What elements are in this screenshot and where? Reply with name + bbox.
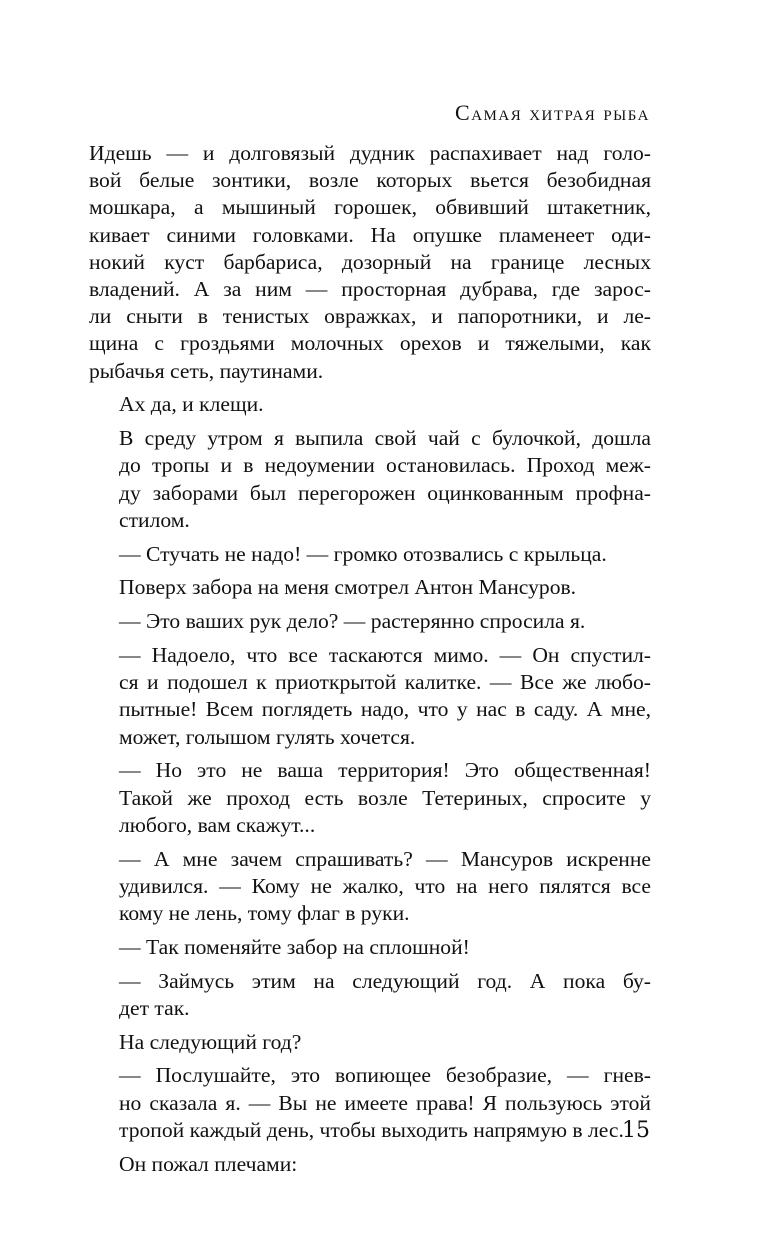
text-line: Такой же проход есть возле Тетериных, спросите у [119,785,651,810]
text-line: нокий куст барбариса, дозорный на границе лесных [89,249,651,274]
paragraph [89,1029,651,1056]
text-line: рыбачья сеть, паутинами. [89,358,324,383]
paragraph [89,642,651,751]
text-line: дет так. [119,995,190,1020]
text-line: В среду утром я выпила свой чай с булочкой, дошла [119,426,651,451]
text-line: владений. А за ним — просторная дубрава, где зарос- [89,277,651,302]
paragraph [89,1151,651,1178]
text-line: — Надоело, что все таскаются мимо. — Он спустил- [119,643,651,668]
page-number: 15 [622,1118,650,1143]
text-line: может, голышом гулять хочется. [119,724,416,749]
text-line: — Это ваших рук дело? — растерянно спросила я. [119,609,586,634]
paragraph [89,391,651,418]
text-line: ли сныти в тенистых овражках, и папоротники, и ле- [89,304,651,329]
paragraph [89,934,651,961]
paragraph [89,541,651,568]
text-line: — Послушайте, это вопиющее безобразие, — гнев- [119,1063,651,1088]
text-line: Поверх забора на меня смотрел Антон Мансуров. [119,575,577,600]
running-head: Самая хитрая рыба [455,100,650,125]
text-line: мошкара, а мышиный горошек, обвивший штакетник, [89,195,651,220]
text-line: На следующий год? [119,1029,302,1054]
paragraph [89,968,651,1022]
text-line: кому не лень, тому флаг в руки. [119,901,410,926]
paragraph [89,574,651,601]
paragraph [89,757,651,839]
text-line: вой белые зонтики, возле которых вьется безобидная [89,168,651,193]
text-line: пытные! Всем поглядеть надо, что у нас в саду. А мне, [119,697,651,722]
text-line: стилом. [119,507,190,532]
paragraph [89,425,651,534]
paragraph [89,846,651,928]
text-line: до тропы и в недоумении остановилась. Проход меж- [119,453,651,478]
text-line: — А мне зачем спрашивать? — Мансуров искренне [119,846,651,871]
text-line: любого, вам скажут... [119,812,316,837]
text-line: — Займусь этим на следующий год. А пока бу- [119,968,651,993]
text-line: удивился. — Кому не жалко, что на него пялятся все [119,873,651,898]
text-line: Он пожал плечами: [119,1151,298,1176]
paragraph [89,608,651,635]
text-line: щина с гроздьями молочных орехов и тяжелыми, как [89,331,651,356]
text-line: ду заборами был перегорожен оцинкованным профна- [119,480,651,505]
text-line: ся и подошел к приоткрытой калитке. — Все же любо- [119,670,651,695]
text-line: Ах да, и клещи. [119,392,264,417]
text-line: — Но это не ваша территория! Это общественная! [119,758,651,783]
text-line: Идешь — и долговязый дудник распахивает над голо- [89,141,651,165]
body-text [89,140,651,1184]
text-line: тропой каждый день, чтобы выходить напрямую в лес. [119,1117,624,1142]
paragraph [89,140,651,385]
paragraph [89,1062,651,1144]
text-line: кивает синими головками. На опушке пламенеет оди- [89,222,651,247]
text-line: — Стучать не надо! — громко отозвались с крыльца. [119,541,607,566]
text-line: но сказала я. — Вы не имеете права! Я пользуюсь этой [119,1090,651,1115]
text-line: — Так поменяйте забор на сплошной! [119,934,470,959]
